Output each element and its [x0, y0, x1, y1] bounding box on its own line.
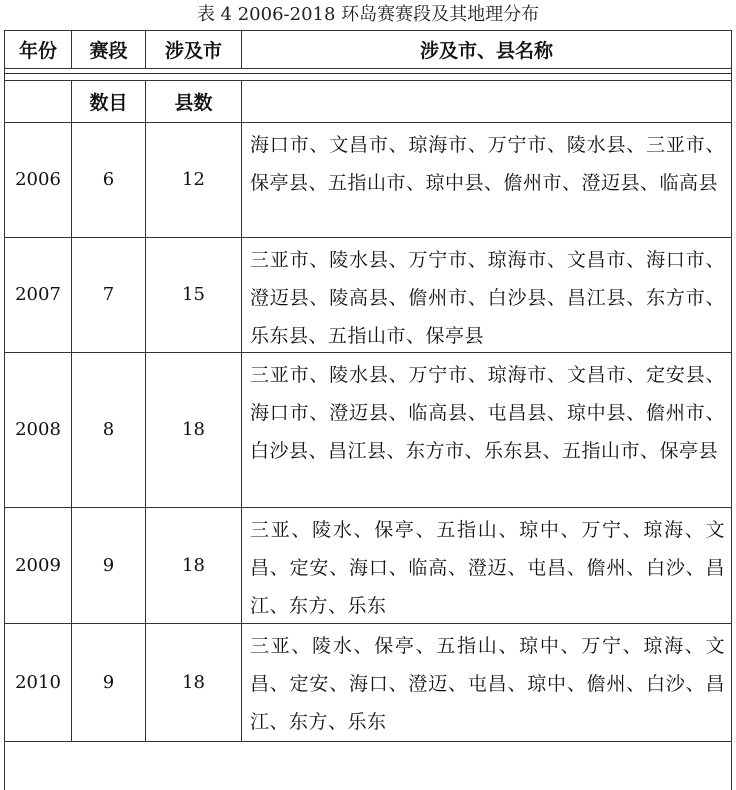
year-cell: 2009 [15, 554, 61, 576]
stage-count-cell: 7 [71, 237, 145, 352]
header-row [5, 30, 731, 68]
header-rule-1 [5, 68, 731, 69]
table-row [5, 352, 731, 507]
stage-count-cell: 9 [71, 623, 145, 741]
names-cell: 三亚市、陵水县、万宁市、琼海市、文昌市、定安县、海口市、澄迈县、临高县、屯昌县、琼中县、儋州市、白沙县、昌江县、东方市、乐东县、五指山市、保亭县 [241, 352, 731, 507]
county-count-cell: 15 [145, 237, 241, 352]
stage-count-cell: 8 [71, 352, 145, 507]
year-cell: 2006 [15, 169, 61, 190]
county-count-cell: 12 [145, 122, 241, 237]
table-row [5, 507, 731, 623]
header-involved-city: 涉及市 [145, 30, 241, 68]
names-cell: 三亚、陵水、保亭、五指山、琼中、万宁、琼海、文昌、定安、海口、澄迈、屯昌、琼中、儋州、白沙、昌江、东方、乐东 [241, 623, 731, 741]
row-rule [5, 741, 731, 742]
header-names: 涉及市、县名称 [241, 30, 731, 68]
year-cell: 2010 [15, 671, 61, 693]
year-cell: 2008 [15, 419, 61, 440]
year-cell: 2007 [15, 284, 61, 305]
county-count-cell: 18 [145, 623, 241, 741]
names-cell: 三亚市、陵水县、万宁市、琼海市、文昌市、海口市、澄迈县、陵高县、儋州市、白沙县、昌江县、东方市、乐东县、五指山市、保亭县 [241, 237, 731, 352]
subheader-empty [5, 80, 71, 122]
stage-count-cell: 9 [71, 507, 145, 623]
header-stage: 赛段 [71, 30, 145, 68]
data-table [4, 30, 732, 790]
stage-count-cell: 6 [71, 122, 145, 237]
county-count-cell: 18 [145, 352, 241, 507]
names-cell: 海口市、文昌市、琼海市、万宁市、陵水县、三亚市、保亭县、五指山市、琼中县、儋州市、澄迈县、临高县 [241, 122, 731, 237]
names-cell: 三亚、陵水、保亭、五指山、琼中、万宁、琼海、文昌、定安、海口、临高、澄迈、屯昌、儋州、白沙、昌江、东方、乐东 [241, 507, 731, 623]
table-row [5, 122, 731, 237]
table-row [5, 623, 731, 741]
header-rule-2 [5, 73, 731, 74]
county-count-cell: 18 [145, 507, 241, 623]
subheader-row [5, 80, 731, 122]
subheader-stage-count: 数目 [71, 80, 145, 122]
table-row [5, 237, 731, 352]
subheader-county-count: 县数 [145, 80, 241, 122]
table-caption: 表 4 2006-2018 环岛赛赛段及其地理分布 [196, 4, 540, 25]
header-year: 年份 [18, 39, 57, 62]
subheader-names-empty [241, 80, 731, 122]
